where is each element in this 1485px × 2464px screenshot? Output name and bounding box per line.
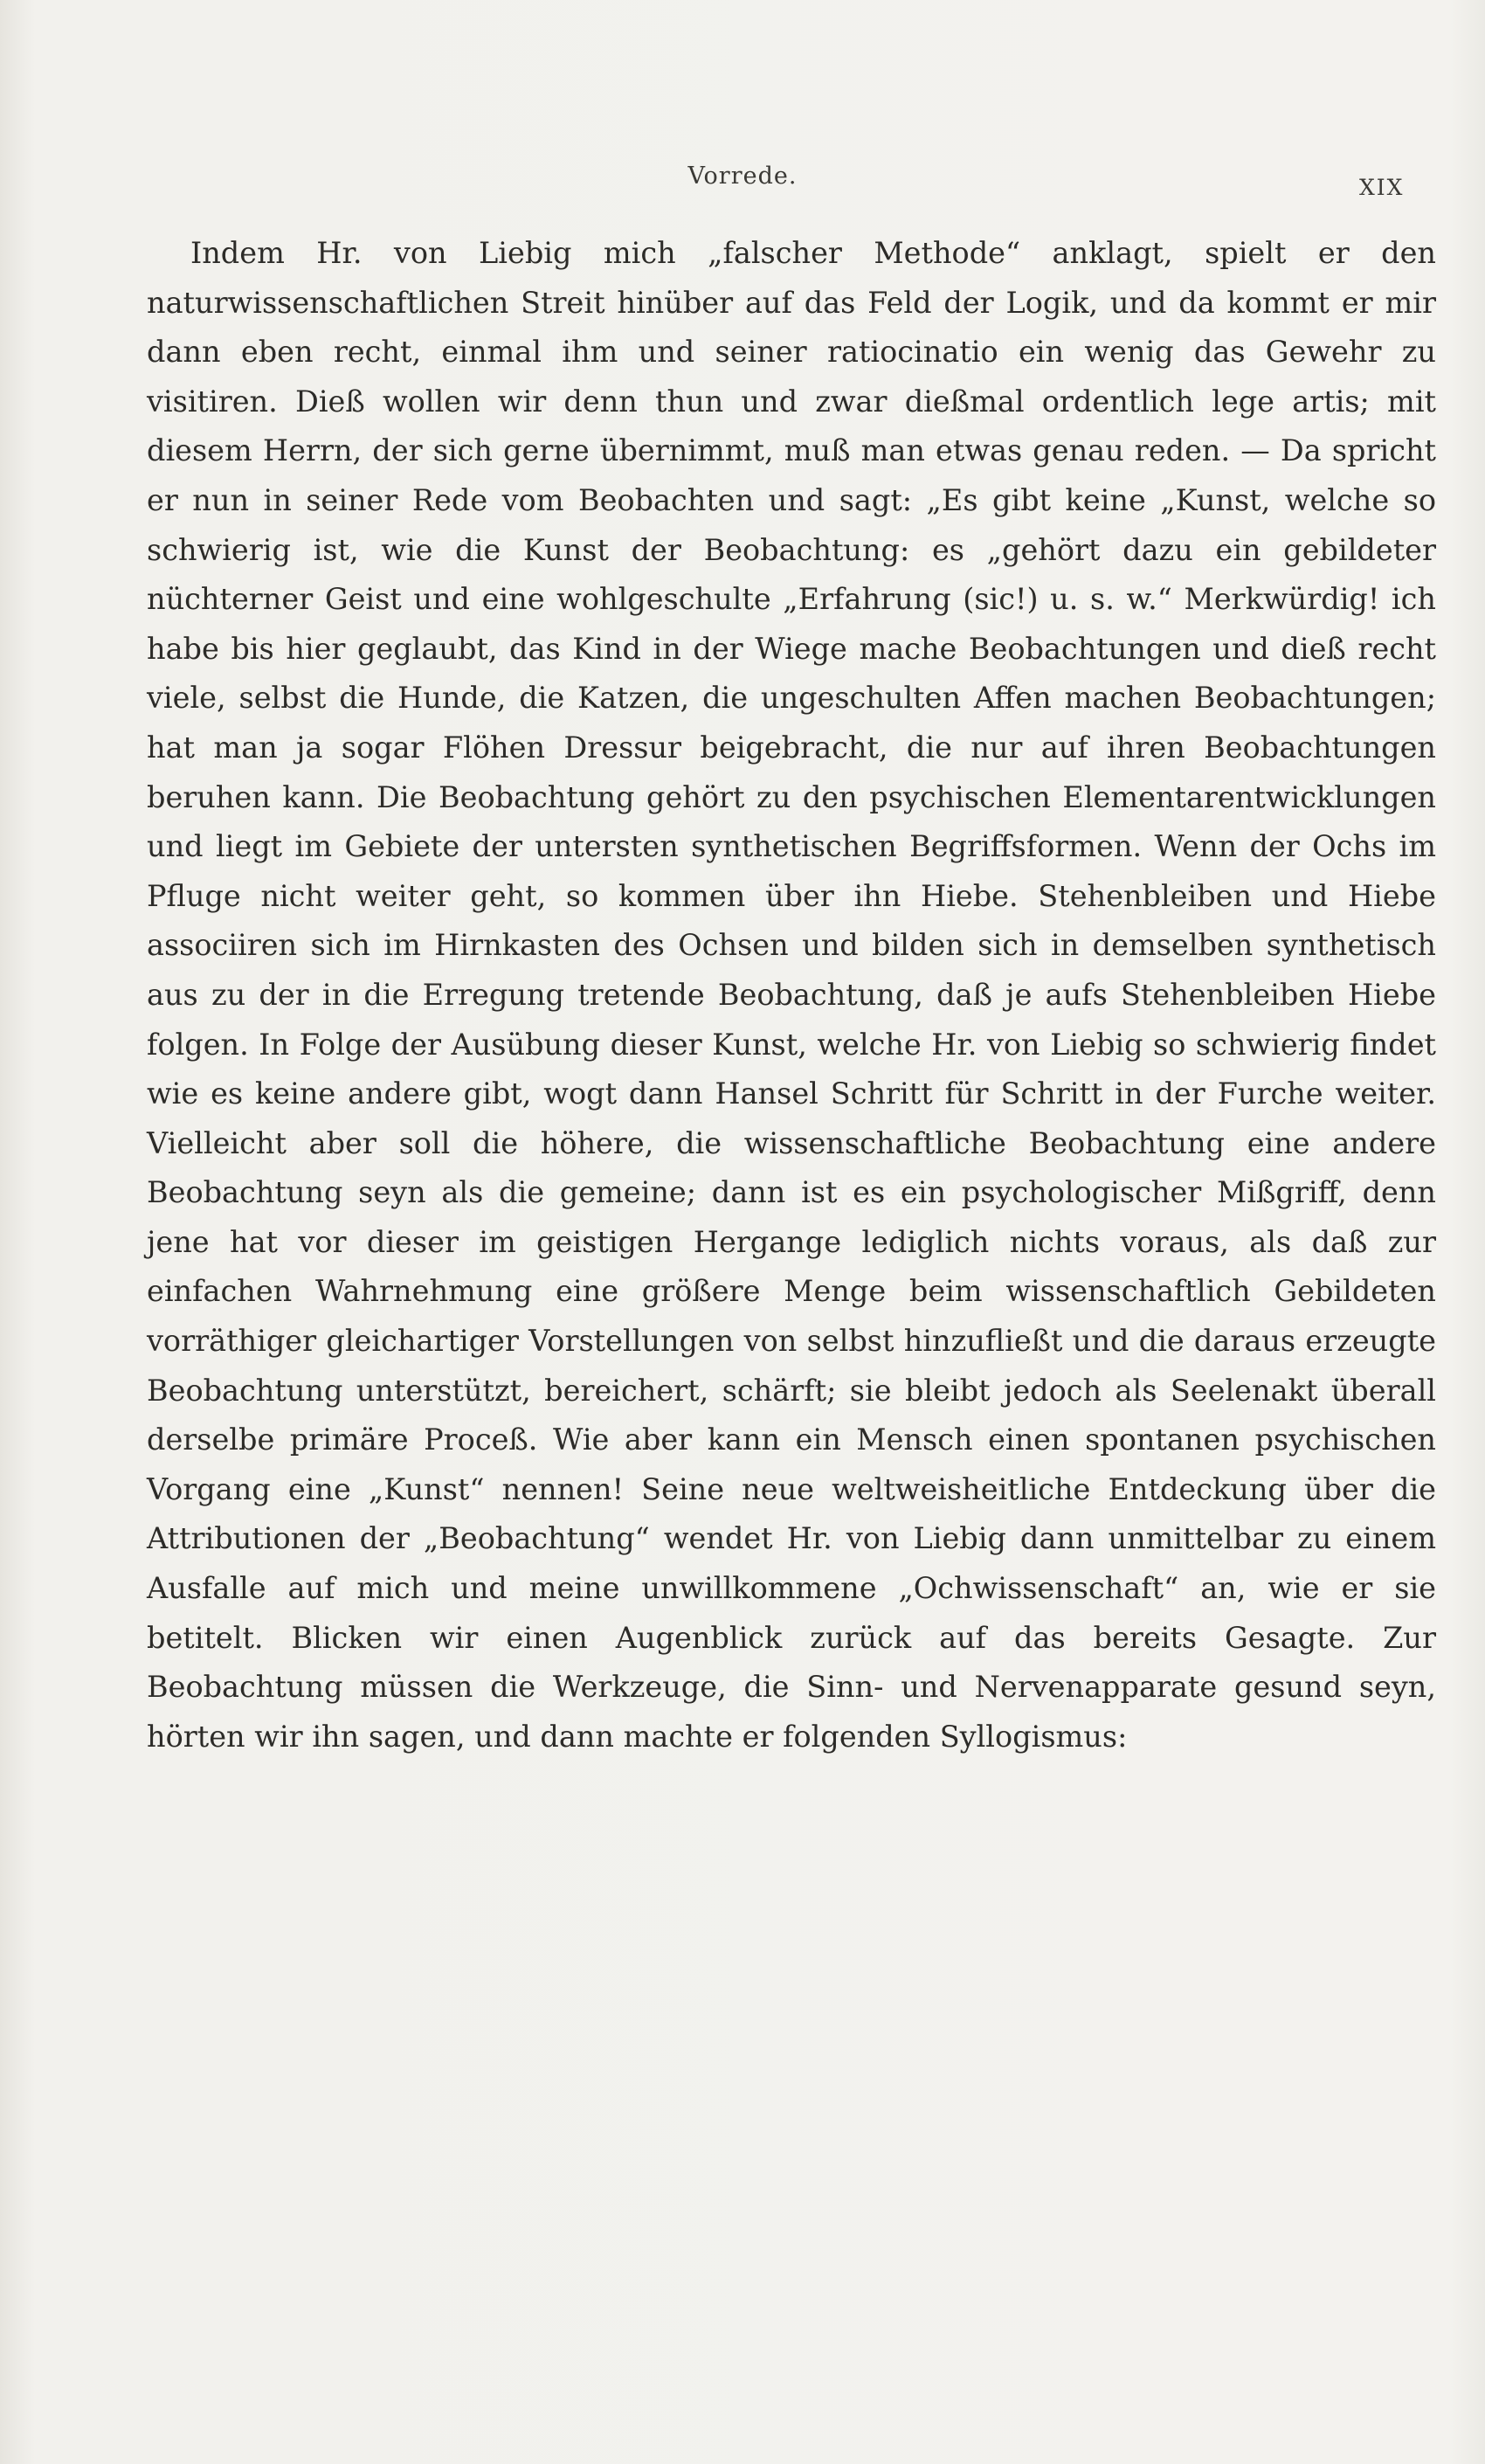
running-title: Vorrede. (687, 163, 798, 190)
paragraph: Indem Hr. von Liebig mich „falscher Methode“ anklagt, spielt er den naturwissenschaftlichen Streit hinüber auf das Feld der Logik, und da kommt er mir dann eben recht, einmal ihm und seiner ratiocinatio ein wenig das Gewehr zu visitiren. Dieß wollen wir denn thun und zwar dießmal ordentlich lege artis; mit diesem Herrn, der sich gerne übernimmt, muß man etwas genau reden. — Da spricht er nun in seiner Rede vom Beobachten und sagt: „Es gibt keine „Kunst, welche so schwierig ist, wie die Kunst der Beobachtung: es „gehört dazu ein gebildeter nüchterner Geist und eine wohlgeschulte „Erfahrung (sic!) u. s. w.“ Merkwürdig! ich habe bis hier geglaubt, das Kind in der Wiege mache Beobachtungen und dieß recht viele, selbst die Hunde, die Katzen, die ungeschulten Affen machen Beobachtungen; hat man ja sogar Flöhen Dressur beigebracht, die nur auf ihren Beobachtungen beruhen kann. Die Beobachtung gehört zu den psychischen Elementarentwicklungen und liegt im Gebiete der untersten synthetischen Begriffsformen. Wenn der Ochs im Pfluge nicht weiter geht, so kommen über ihn Hiebe. Stehenbleiben und Hiebe associiren sich im Hirnkasten des Ochsen und bilden sich in demselben synthetisch aus zu der in die Erregung tretende Beobachtung, daß je aufs Stehenbleiben Hiebe folgen. In Folge der Ausübung dieser Kunst, welche Hr. von Liebig so schwierig findet wie es keine andere gibt, wogt dann Hansel Schritt für Schritt in der Furche weiter. Vielleicht aber soll die höhere, die wissenschaftliche Beobachtung eine andere Beobachtung seyn als die gemeine; dann ist es ein psychologischer Mißgriff, denn jene hat vor dieser im geistigen Hergange lediglich nichts voraus, als daß zur einfachen Wahrnehmung eine größere Menge beim wissenschaftlich Gebildeten vorräthiger gleichartiger Vorstellungen von selbst hinzufließt und die daraus erzeugte Beobachtung unterstützt, bereichert, schärft; sie bleibt jedoch als Seelenakt überall derselbe primäre Proceß. Wie aber kann ein Mensch einen spontanen psychischen Vorgang eine „Kunst“ nennen! Seine neue weltweisheitliche Entdeckung über die Attributionen der „Beobachtung“ wendet Hr. von Liebig dann unmittelbar zu einem Ausfalle auf mich und meine unwillkommene „Ochwissenschaft“ an, wie er sie betitelt. Blicken wir einen Augenblick zurück auf das bereits Gesagte. Zur Beobachtung müssen die Werkzeuge, die Sinn- und Nervenapparate gesund seyn, hörten wir ihn sagen, und dann machte er folgenden Syllogismus: (147, 236, 1436, 1754)
page-number: XIX (1359, 175, 1405, 200)
body-text (147, 229, 1436, 1761)
